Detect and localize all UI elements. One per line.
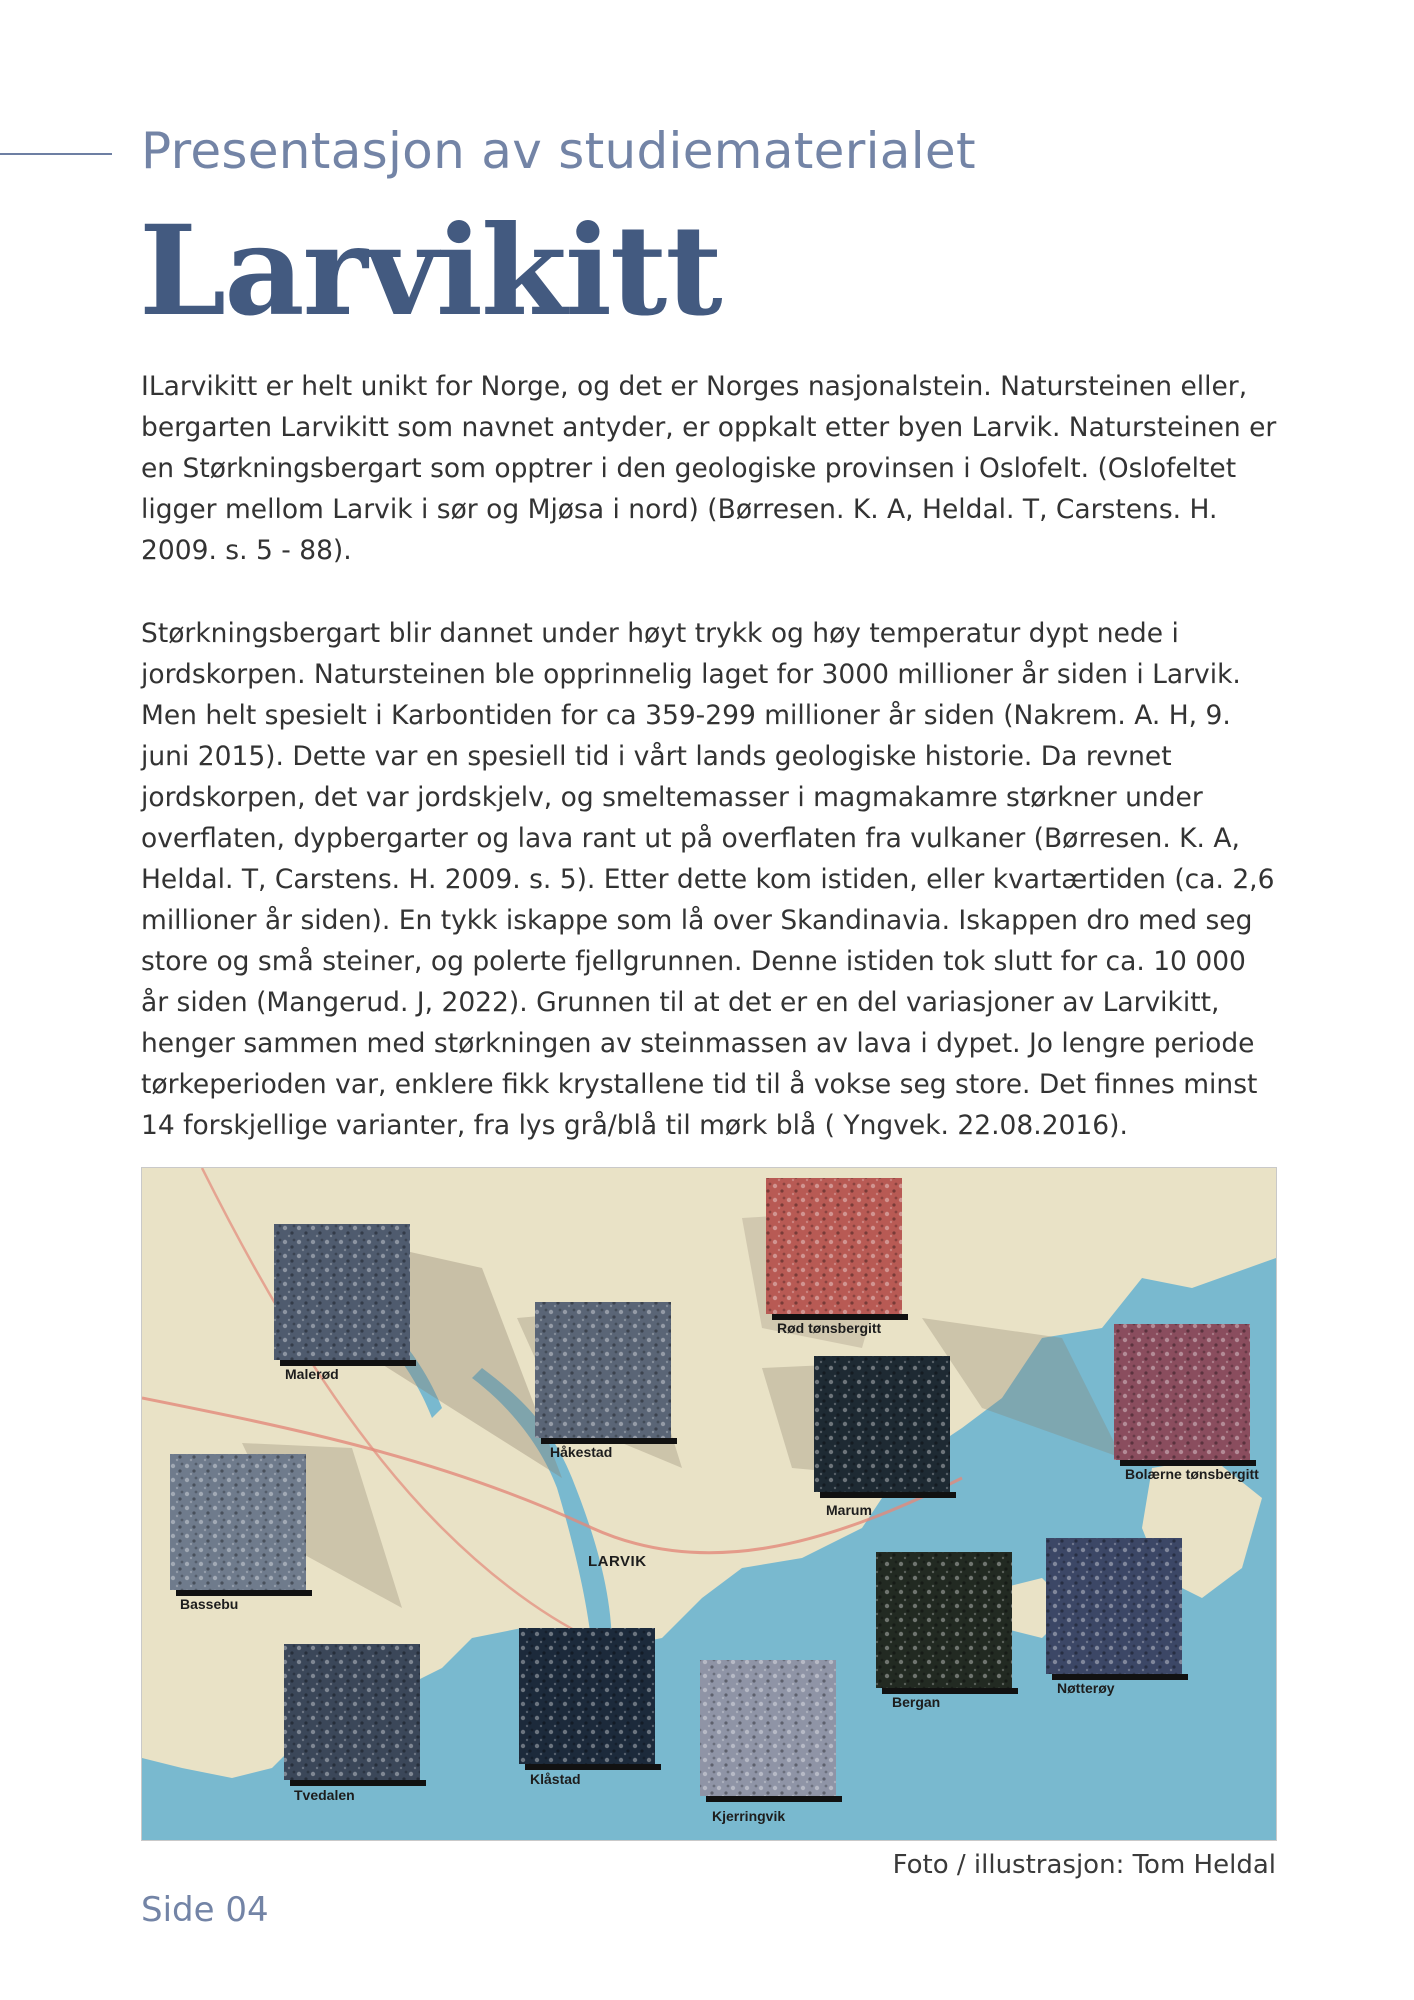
header-rule — [0, 153, 112, 155]
sample-label: Tvedalen — [294, 1787, 355, 1803]
sample-label: Bergan — [892, 1694, 941, 1710]
town-label-larvik: LARVIK — [588, 1553, 647, 1570]
sample-label: Rød tønsbergitt — [777, 1320, 882, 1336]
sample-tile-bassebu — [170, 1454, 312, 1596]
sample-label: Klåstad — [530, 1771, 581, 1787]
section-subtitle: Presentasjon av studiematerialet — [141, 122, 976, 180]
sample-tile-malerod — [274, 1224, 416, 1366]
sample-label: Kjerringvik — [712, 1808, 786, 1824]
sample-tile-bolaerne — [1114, 1324, 1256, 1466]
sample-tile-klastad — [519, 1628, 661, 1770]
sample-tile-rod-tonsbergitt — [766, 1178, 908, 1320]
sample-tile-kjerringvik — [700, 1660, 842, 1802]
page-title: Larvikitt — [139, 199, 721, 344]
sample-label: Bolærne tønsbergitt — [1125, 1466, 1259, 1482]
sample-label: Nøtterøy — [1057, 1680, 1115, 1696]
sample-tile-hakestad — [535, 1302, 677, 1444]
larvikite-map — [141, 1167, 1277, 1841]
sample-label: Bassebu — [180, 1596, 239, 1612]
sample-tile-marum — [814, 1356, 956, 1498]
geology-paragraph: Størkningsbergart blir dannet under høyt trykk og høy temperatur dypt nede i jordskorpen. Natursteinen ble opprinnelig laget for 3000 millioner år siden i Larvik. Men helt spesielt i Karbontiden for ca 359-299 millioner år siden (Nakrem. A. H, 9. juni 2015). Dette var en spesiell tid i vårt lands geologiske historie. Da revnet jordskorpen, det var jordskjelv, og smeltemasser i magmakamre størkner under overflaten, dypbergarter og lava rant ut på overflaten fra vulkaner (Børresen. K. A, Heldal. T, Carstens. H. 2009. s. 5). Etter dette kom istiden, eller kvartærtiden (ca. 2,6 millioner år siden). En tykk iskappe som lå over Skandinavia. Iskappen dro med seg store og små steiner, og polerte fjellgrunnen. Denne istiden tok slutt for ca. 10 000 år siden (Mangerud. J, 2022). Grunnen til at det er en del variasjoner av Larvikitt, henger sammen med størkningen av steinmassen av lava i dypet. Jo lengre periode tørkeperioden var, enklere fikk krystallene tid til å vokse seg store. Det finnes minst 14 forskjellige varianter, fra lys grå/blå til mørk blå ( Yngvek. 22.08.2016). — [141, 618, 1275, 1141]
sample-label: Marum — [826, 1502, 872, 1518]
sample-tile-bergan — [876, 1552, 1018, 1694]
page-number: Side 04 — [141, 1890, 269, 1930]
sample-tile-tvedalen — [284, 1644, 426, 1786]
photo-credit: Foto / illustrasjon: Tom Heldal — [892, 1850, 1276, 1880]
sample-label: Håkestad — [550, 1444, 613, 1460]
sample-tile-notteroy — [1046, 1538, 1188, 1680]
sample-label: Malerød — [285, 1366, 339, 1382]
map-graphic — [142, 1168, 1276, 1840]
intro-paragraph: ILarvikitt er helt unikt for Norge, og det er Norges nasjonalstein. Natursteinen eller, bergarten Larvikitt som navnet antyder, er oppkalt etter byen Larvik. Natursteinen er en Størkningsbergart som opptrer i den geologiske provinsen i Oslofelt. (Oslofeltet ligger mellom Larvik i sør og Mjøsa i nord) (Børresen. K. A, Heldal. T, Carstens. H. 2009. s. 5 - 88). — [141, 371, 1277, 566]
